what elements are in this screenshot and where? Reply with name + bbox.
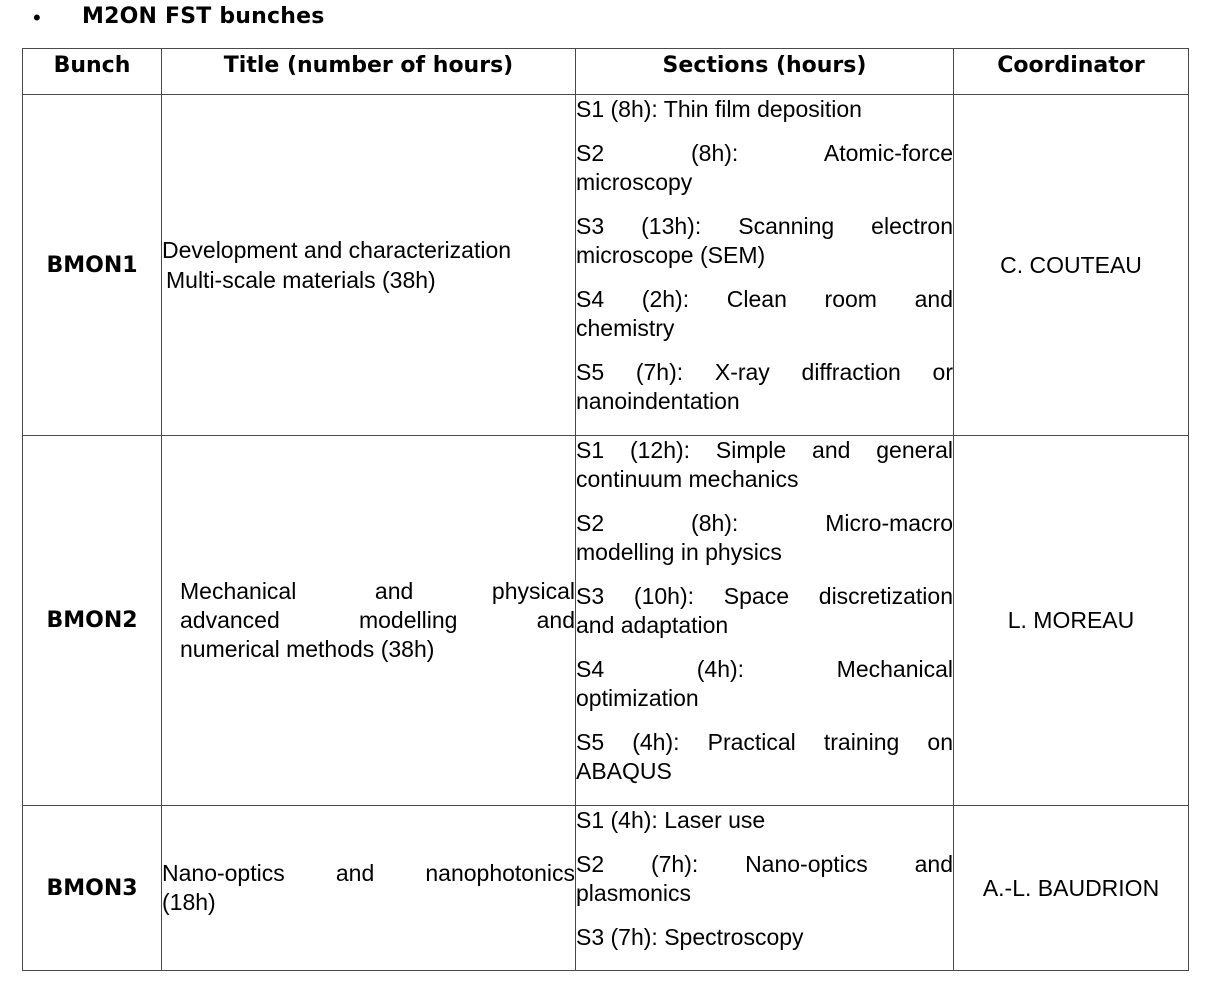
section-item: S3 (7h): Spectroscopy bbox=[576, 924, 804, 950]
section-item: S1 (8h): Thin film deposition bbox=[576, 96, 862, 122]
section-item: S3 (13h): Scanning electron microscope (SEM) bbox=[576, 213, 953, 268]
bunch-title-line: (18h) bbox=[162, 889, 216, 915]
bunch-id: BMON2 bbox=[23, 436, 162, 806]
section-item: S2 (8h): Atomic-force microscopy bbox=[576, 140, 953, 195]
bunch-title bbox=[162, 806, 576, 971]
bunch-sections bbox=[576, 436, 954, 806]
table-row bbox=[23, 436, 1189, 806]
table-header-row bbox=[23, 49, 1189, 95]
bunch-title-line: numerical methods (38h) bbox=[180, 636, 435, 662]
bunch-title-line: Mechanical and physical bbox=[180, 578, 575, 604]
bunch-title-line: advanced modelling and bbox=[180, 607, 575, 633]
table-row bbox=[23, 806, 1189, 971]
bunch-title-line: Development and characterization bbox=[162, 237, 512, 263]
column-header-coordinator: Coordinator bbox=[954, 49, 1189, 95]
bunch-title bbox=[162, 436, 576, 806]
bunch-sections bbox=[576, 806, 954, 971]
bunch-title-line: Multi-scale materials (38h) bbox=[166, 267, 436, 293]
bunch-id: BMON3 bbox=[23, 806, 162, 971]
section-item: S1 (4h): Laser use bbox=[576, 807, 766, 833]
bunch-title bbox=[162, 95, 576, 436]
bullet-icon: • bbox=[33, 5, 41, 30]
column-header-bunch: Bunch bbox=[23, 49, 162, 95]
coordinator: A.-L. BAUDRION bbox=[954, 806, 1189, 971]
section-item: S4 (2h): Clean room and chemistry bbox=[576, 286, 953, 341]
coordinator: C. COUTEAU bbox=[954, 95, 1189, 436]
coordinator: L. MOREAU bbox=[954, 436, 1189, 806]
section-heading bbox=[0, 0, 1205, 40]
bunch-id: BMON1 bbox=[23, 95, 162, 436]
column-header-sections: Sections (hours) bbox=[576, 49, 954, 95]
section-item: S1 (12h): Simple and general continuum mechanics bbox=[576, 437, 953, 492]
page-title: M2ON FST bunches bbox=[82, 4, 325, 29]
bunch-sections bbox=[576, 95, 954, 436]
column-header-title: Title (number of hours) bbox=[162, 49, 576, 95]
section-item: S4 (4h): Mechanical optimization bbox=[576, 656, 953, 711]
bunches-table bbox=[22, 48, 1189, 971]
section-item: S2 (7h): Nano-optics and plasmonics bbox=[576, 851, 953, 906]
section-item: S5 (4h): Practical training on ABAQUS bbox=[576, 729, 953, 784]
section-item: S2 (8h): Micro-macro modelling in physics bbox=[576, 510, 953, 565]
table-row bbox=[23, 95, 1189, 436]
section-item: S3 (10h): Space discretization and adaptation bbox=[576, 583, 953, 638]
bunch-title-line: Nano-optics and nanophotonics bbox=[162, 860, 575, 886]
section-item: S5 (7h): X-ray diffraction or nanoindentation bbox=[576, 359, 953, 414]
